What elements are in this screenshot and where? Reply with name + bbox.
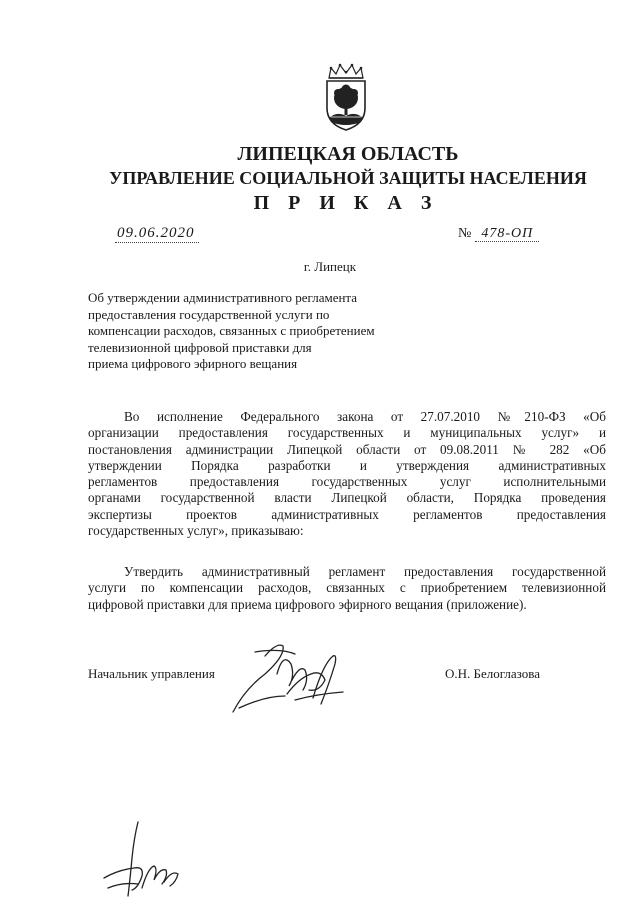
subject-block (88, 290, 375, 373)
paragraph-line: утверждении Порядка разработки и утверждения административных (88, 457, 606, 473)
paragraph-line: организации предоставления государственных и муниципальных услуг» и (88, 425, 606, 441)
document-number: 478-ОП (475, 226, 539, 242)
initials-icon (98, 818, 183, 900)
paragraph-line: услуги по компенсации расходов, связанных с приобретением телевизионной (88, 580, 606, 596)
subject-line: телевизионной цифровой приставки для (88, 339, 312, 355)
paragraph-line: постановления администрации Липецкой области от 09.08.2011 № 282 «Об (88, 441, 606, 457)
preamble-paragraph (88, 409, 606, 539)
subject-line: приема цифрового эфирного вещания (88, 356, 298, 371)
document-number-field (458, 226, 539, 242)
coat-of-arms-icon (321, 62, 371, 132)
signatory-title: Начальник управления (88, 666, 215, 681)
city: г. Липецк (303, 259, 357, 274)
signatory-name: О.Н. Белоглазова (445, 666, 540, 681)
paragraph-line: Во исполнение Федерального закона от 27.07.2010 №210-ФЗ «Об (124, 409, 606, 424)
department-title: УПРАВЛЕНИЕ СОЦИАЛЬНОЙ ЗАЩИТЫ НАСЕЛЕНИЯ (109, 168, 587, 188)
number-label: № (458, 226, 472, 241)
paragraph-line: экспертизы проектов административных регламентов предоставления (88, 506, 606, 522)
subject-line: Об утверждении административного регламента (88, 290, 358, 305)
subject-line: предоставления государственной услуги по (88, 306, 330, 322)
subject-line: компенсации расходов, связанных с приобретением (88, 323, 375, 338)
paragraph-line: регламентов предоставления государственных услуг исполнительными (88, 474, 606, 490)
paragraph-line: цифровой приставки для приема цифрового эфирного вещания (приложение). (88, 596, 527, 612)
region-title: ЛИПЕЦКАЯ ОБЛАСТЬ (237, 143, 459, 165)
order-paragraph (88, 564, 606, 613)
signature-icon (225, 634, 355, 719)
paragraph-line: Утвердить административный регламент предоставления государственной (124, 564, 606, 579)
document-date: 09.06.2020 (115, 225, 199, 243)
document-type: П Р И К А З (253, 192, 439, 214)
paragraph-line: государственных услуг», приказываю: (88, 523, 304, 539)
paragraph-line: органами государственной власти Липецкой области, Порядка проведения (88, 490, 606, 506)
